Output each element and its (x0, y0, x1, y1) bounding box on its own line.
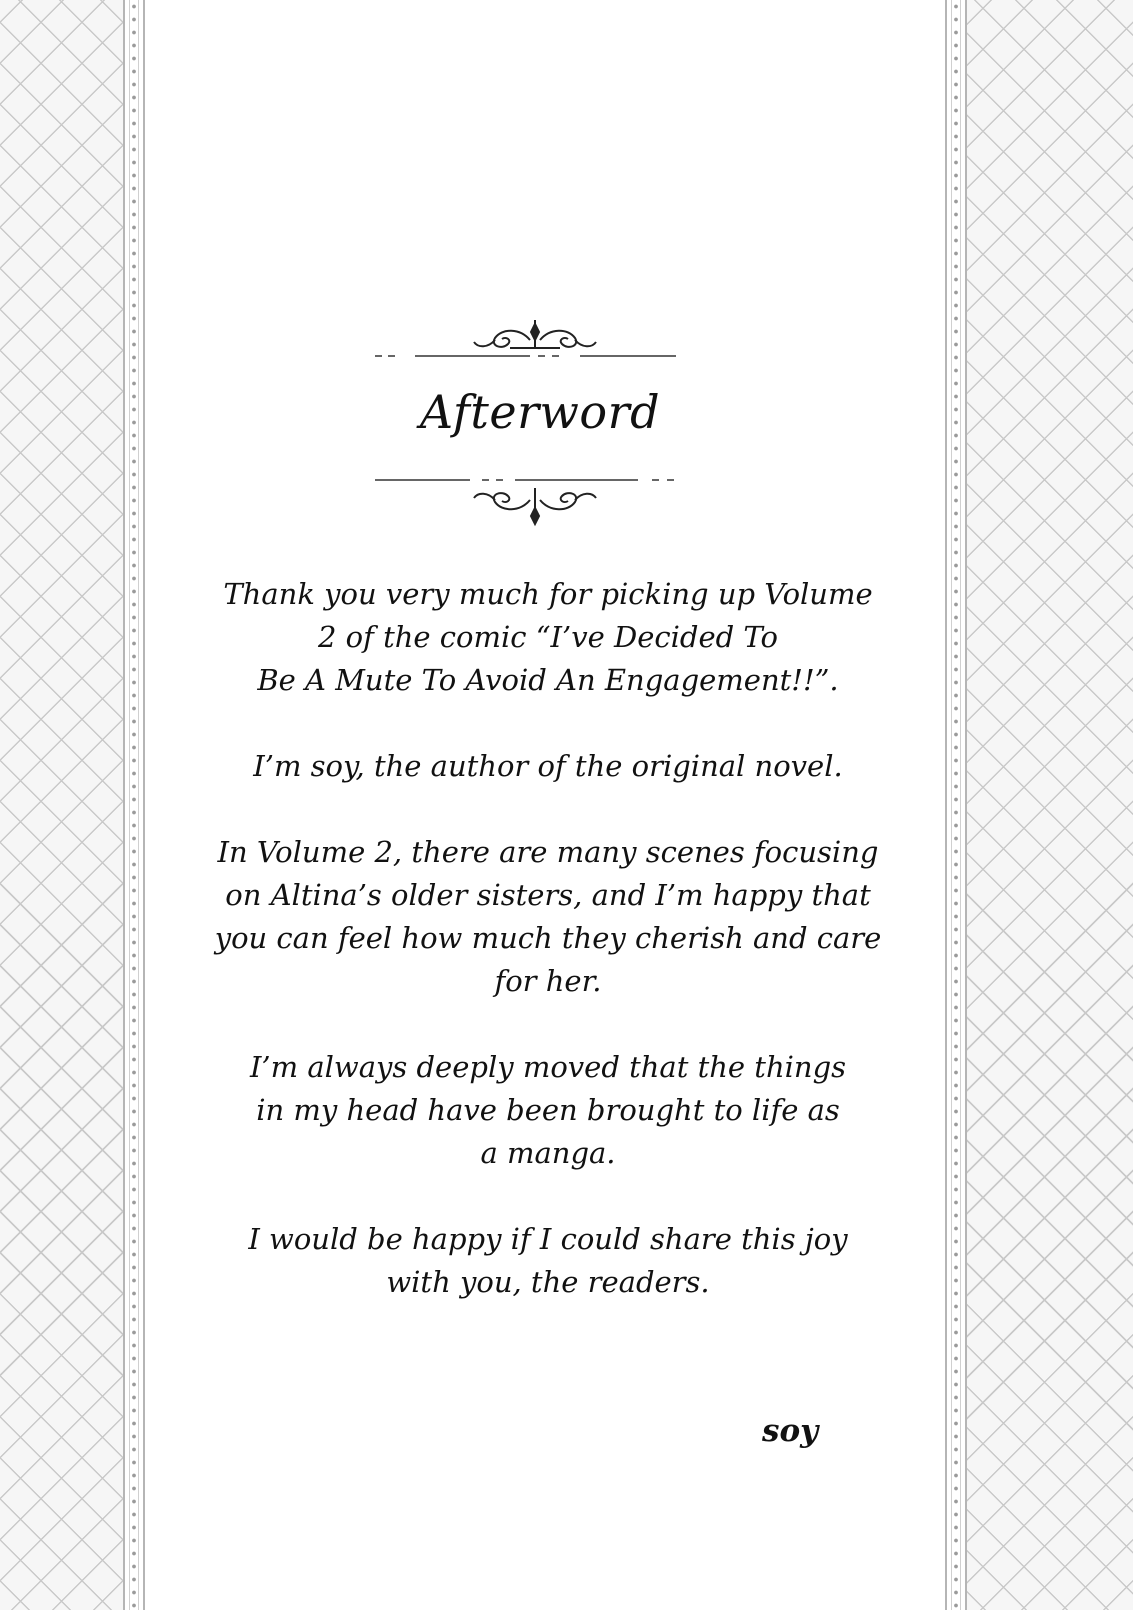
paragraph-3-line-4: for her. (494, 964, 602, 998)
afterword-body (178, 573, 918, 1304)
left-dotted-rail (123, 0, 145, 1610)
author-signature: soy (762, 1413, 819, 1449)
paragraph-4-line-2: in my head have been brought to life as (256, 1093, 840, 1127)
paragraph-3-line-2: on Altina’s older sisters, and I’m happy that (225, 878, 871, 912)
paragraph-3-line-3: you can feel how much they cherish and care (214, 921, 882, 955)
paragraph-5-line-1: I would be happy if I could share this joy (248, 1222, 848, 1256)
paragraph-5-line-2: with you, the readers. (386, 1265, 710, 1299)
paragraph-3-line-1: In Volume 2, there are many scenes focusing (217, 835, 879, 869)
paragraph-1-line-1: Thank you very much for picking up Volume (223, 577, 873, 611)
flourish-ornament-bottom-icon (370, 472, 700, 532)
page-title: Afterword (419, 385, 661, 439)
left-lattice-border (0, 0, 123, 1610)
paragraph-2-line-1: I’m soy, the author of the original novel. (253, 749, 843, 783)
paragraph-4-line-1: I’m always deeply moved that the things (249, 1050, 847, 1084)
paragraph-4-line-3: a manga. (480, 1136, 616, 1170)
right-dotted-rail (945, 0, 967, 1610)
paragraph-1-line-3: Be A Mute To Avoid An Engagement!!”. (257, 663, 839, 697)
paragraph-1-line-2: 2 of the comic “I’ve Decided To (318, 620, 778, 654)
right-lattice-border (956, 0, 1133, 1610)
flourish-ornament-top-icon (370, 318, 700, 378)
